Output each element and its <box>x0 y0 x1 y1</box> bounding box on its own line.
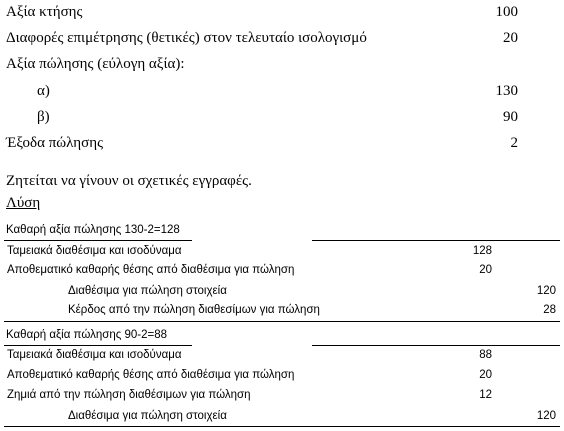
row-value-valuation-differences: 20 <box>503 30 518 46</box>
row-label-case-a: α) <box>37 83 50 99</box>
entry2-debit-account: Ταμειακά διαθέσιμα και ισοδύναμα <box>7 349 182 361</box>
entry2-credit-amount: 120 <box>536 410 556 422</box>
row-value-case-b: 90 <box>503 109 518 125</box>
row-value-case-a: 130 <box>495 83 518 99</box>
entry1-credit-account: Κέρδος από την πώληση διαθεσίμων για πώληση <box>68 304 320 316</box>
entry1-credit-account: Διαθέσιμα για πώληση στοιχεία <box>68 285 227 297</box>
entry2-top-rule-right <box>312 345 560 346</box>
entry2-debit-amount: 12 <box>479 389 492 401</box>
solution-heading: Λύση <box>6 195 41 211</box>
entry1-credit-amount: 120 <box>536 285 556 297</box>
entry1-debit-account: Αποθεματικό καθαρής θέσης από διαθέσιμα για πώληση <box>7 264 295 276</box>
entry2-debit-amount: 20 <box>479 369 492 381</box>
entry1-debit-amount: 128 <box>472 245 492 257</box>
entry1-credit-amount: 28 <box>543 304 556 316</box>
entry1-debit-account: Ταμειακά διαθέσιμα και ισοδύναμα <box>7 245 182 257</box>
row-label-acquisition: Αξία κτήσης <box>6 4 83 20</box>
entry2-debit-amount: 88 <box>479 349 492 361</box>
question-text: Ζητείται να γίνουν οι σχετικές εγγραφές. <box>6 173 252 189</box>
row-value-acquisition: 100 <box>495 4 518 20</box>
entry1-header: Καθαρή αξία πώλησης 130-2=128 <box>6 224 180 236</box>
entry2-debit-account: Αποθεματικό καθαρής θέσης από διαθέσιμα για πώληση <box>7 369 295 381</box>
entry2-credit-account: Διαθέσιμα για πώληση στοιχεία <box>68 410 227 422</box>
entry1-top-rule-left <box>4 240 192 241</box>
entry2-bottom-rule <box>4 426 560 427</box>
row-value-selling-costs: 2 <box>510 135 518 151</box>
entry1-top-rule-right <box>312 240 560 241</box>
entry1-debit-amount: 20 <box>479 264 492 276</box>
row-label-valuation-differences: Διαφορές επιμέτρησης (θετικές) στον τελευταίο ισολογισμό <box>6 30 367 46</box>
entry2-header: Καθαρή αξία πώλησης 90-2=88 <box>6 329 167 341</box>
entry2-debit-account: Ζημιά από την πώληση διαθέσιμων για πώληση <box>7 389 251 401</box>
entry2-top-rule-left <box>4 345 192 346</box>
row-label-selling-costs: Έξοδα πώλησης <box>6 135 104 151</box>
row-label-case-b: β) <box>37 109 50 125</box>
entry1-bottom-rule <box>4 321 560 322</box>
row-label-sale-value: Αξία πώλησης (εύλογη αξία): <box>6 56 185 72</box>
